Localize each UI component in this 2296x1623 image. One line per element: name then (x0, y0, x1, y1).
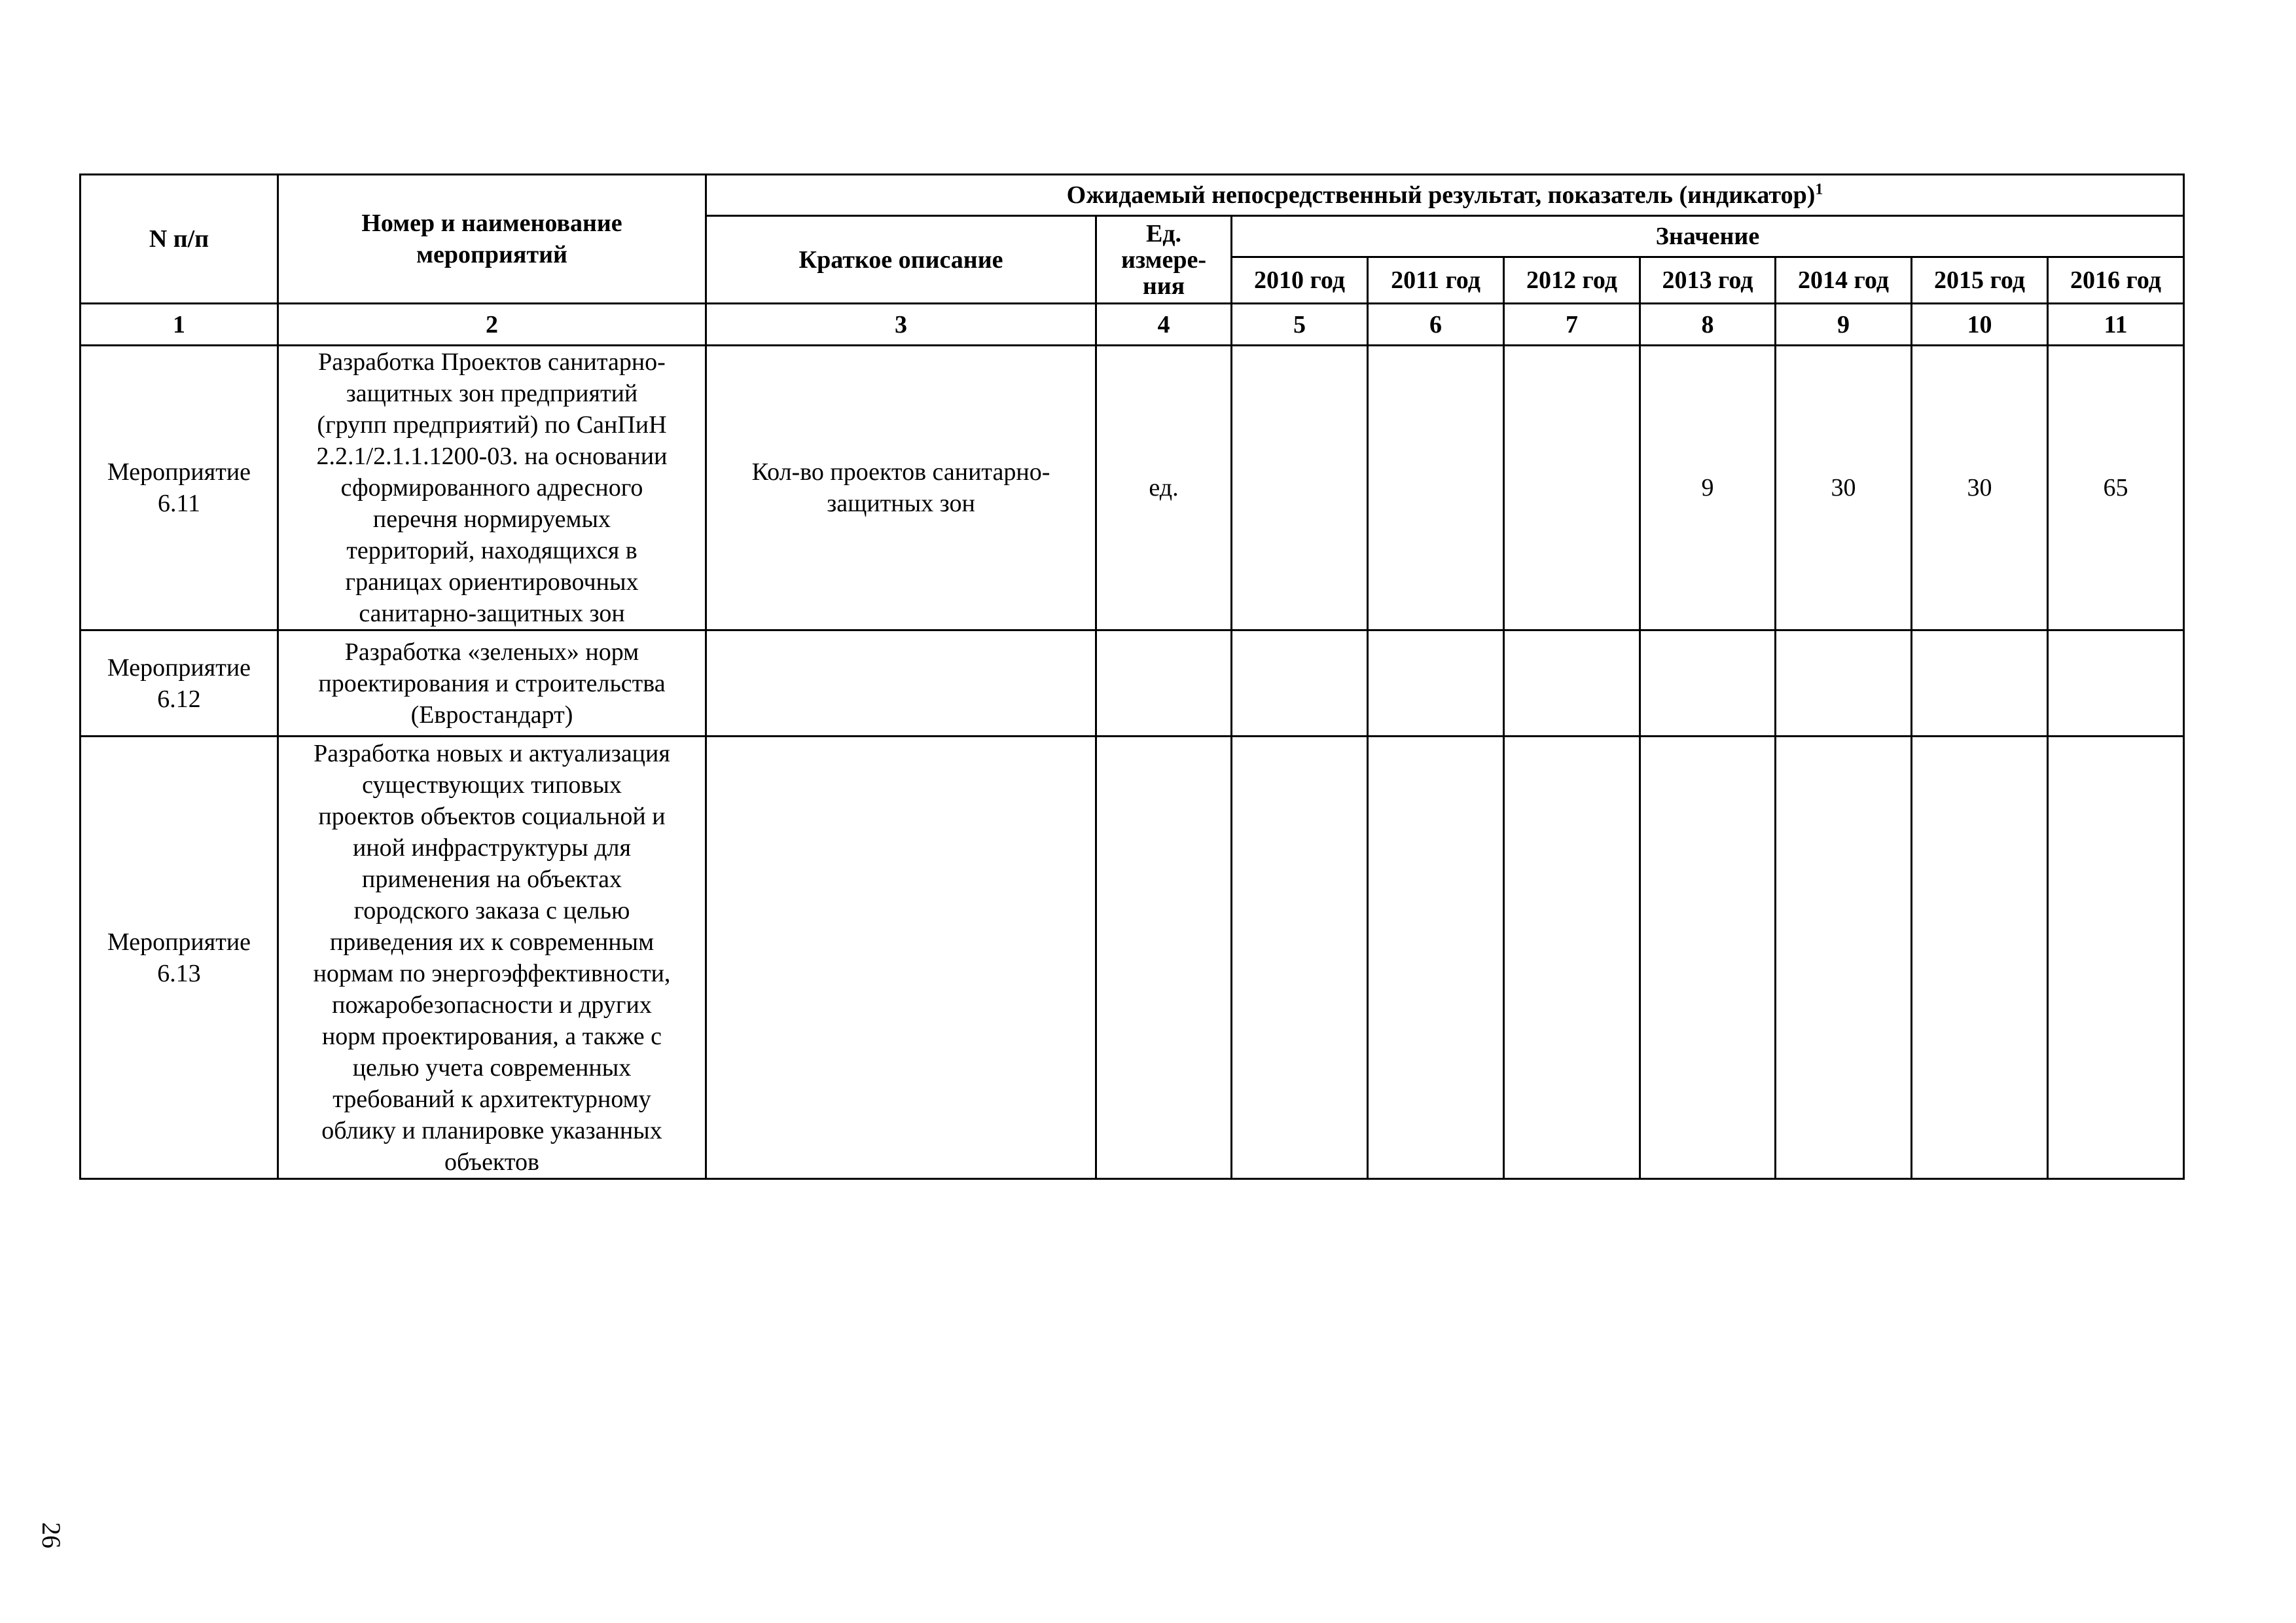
measure-number: Мероприятие 6.11 (81, 346, 278, 630)
measure-unit (1096, 630, 1232, 737)
header-year: 2011 год (1368, 257, 1504, 304)
value-cell (1504, 630, 1640, 737)
measure-description: Кол-во проектов санитарно- защитных зон (706, 346, 1096, 630)
measure-number: Мероприятие 6.12 (81, 630, 278, 737)
column-number: 11 (2048, 304, 2184, 346)
measure-description (706, 737, 1096, 1179)
column-number-row (81, 304, 2184, 346)
header-year: 2016 год (2048, 257, 2184, 304)
column-number: 1 (81, 304, 278, 346)
header-unit: Ед. измере-ния (1096, 216, 1232, 304)
header-year: 2014 год (1776, 257, 1912, 304)
header-year: 2012 год (1504, 257, 1640, 304)
value-cell (1232, 346, 1368, 630)
value-cell: 30 (1776, 346, 1912, 630)
value-cell (1776, 630, 1912, 737)
value-cell: 9 (1640, 346, 1776, 630)
value-cell (1776, 737, 1912, 1179)
column-number: 3 (706, 304, 1096, 346)
measure-name: Разработка новых и актуализация существующих типовых проектов объектов социальной и иной инфраструктуры для применения на объектах городского заказа с целью приведения их к современным нормам по энергоэффективности, пожаробезопасности и других норм проектирования, а также с целью учета современных требований к архитектурному облику и планировке указанных объектов (278, 737, 706, 1179)
measure-unit: ед. (1096, 346, 1232, 630)
measure-unit (1096, 737, 1232, 1179)
value-cell (1640, 737, 1776, 1179)
page-number: 26 (37, 1522, 66, 1548)
value-cell (1912, 630, 2048, 737)
table-row (81, 346, 2184, 630)
measure-number: Мероприятие 6.13 (81, 737, 278, 1179)
value-cell (2048, 630, 2184, 737)
measures-table (79, 173, 2185, 1180)
value-cell (1368, 737, 1504, 1179)
header-name: Номер и наименование мероприятий (278, 175, 706, 304)
column-number: 2 (278, 304, 706, 346)
column-number: 9 (1776, 304, 1912, 346)
value-cell (1368, 346, 1504, 630)
value-cell: 30 (1912, 346, 2048, 630)
column-number: 10 (1912, 304, 2048, 346)
value-cell (2048, 737, 2184, 1179)
column-number: 5 (1232, 304, 1368, 346)
header-row-1 (81, 175, 2184, 216)
value-cell (1368, 630, 1504, 737)
header-values: Значение (1232, 216, 2184, 257)
header-year: 2013 год (1640, 257, 1776, 304)
header-year: 2015 год (1912, 257, 2048, 304)
column-number: 6 (1368, 304, 1504, 346)
header-result-group: Ожидаемый непосредственный результат, показатель (индикатор)$^1$ (706, 175, 2184, 216)
measure-description (706, 630, 1096, 737)
value-cell (1232, 630, 1368, 737)
header-desc: Краткое описание (706, 216, 1096, 304)
table-row (81, 630, 2184, 737)
value-cell (1232, 737, 1368, 1179)
measure-name: Разработка «зеленых» норм проектирования и строительства (Евростандарт) (278, 630, 706, 737)
column-number: 7 (1504, 304, 1640, 346)
value-cell: 65 (2048, 346, 2184, 630)
column-number: 8 (1640, 304, 1776, 346)
table-row (81, 737, 2184, 1179)
value-cell (1912, 737, 2048, 1179)
value-cell (1504, 737, 1640, 1179)
header-num: N п/п (81, 175, 278, 304)
value-cell (1504, 346, 1640, 630)
measure-name: Разработка Проектов санитарно- защитных зон предприятий (групп предприятий) по СанПиН 2.2.1/2.1.1.1200-03. на основании сформированного адресного перечня нормируемых территорий, находящихся в границах ориентировочных санитарно-защитных зон (278, 346, 706, 630)
value-cell (1640, 630, 1776, 737)
header-year: 2010 год (1232, 257, 1368, 304)
footnote-marker: 1 (1815, 181, 1823, 198)
column-number: 4 (1096, 304, 1232, 346)
